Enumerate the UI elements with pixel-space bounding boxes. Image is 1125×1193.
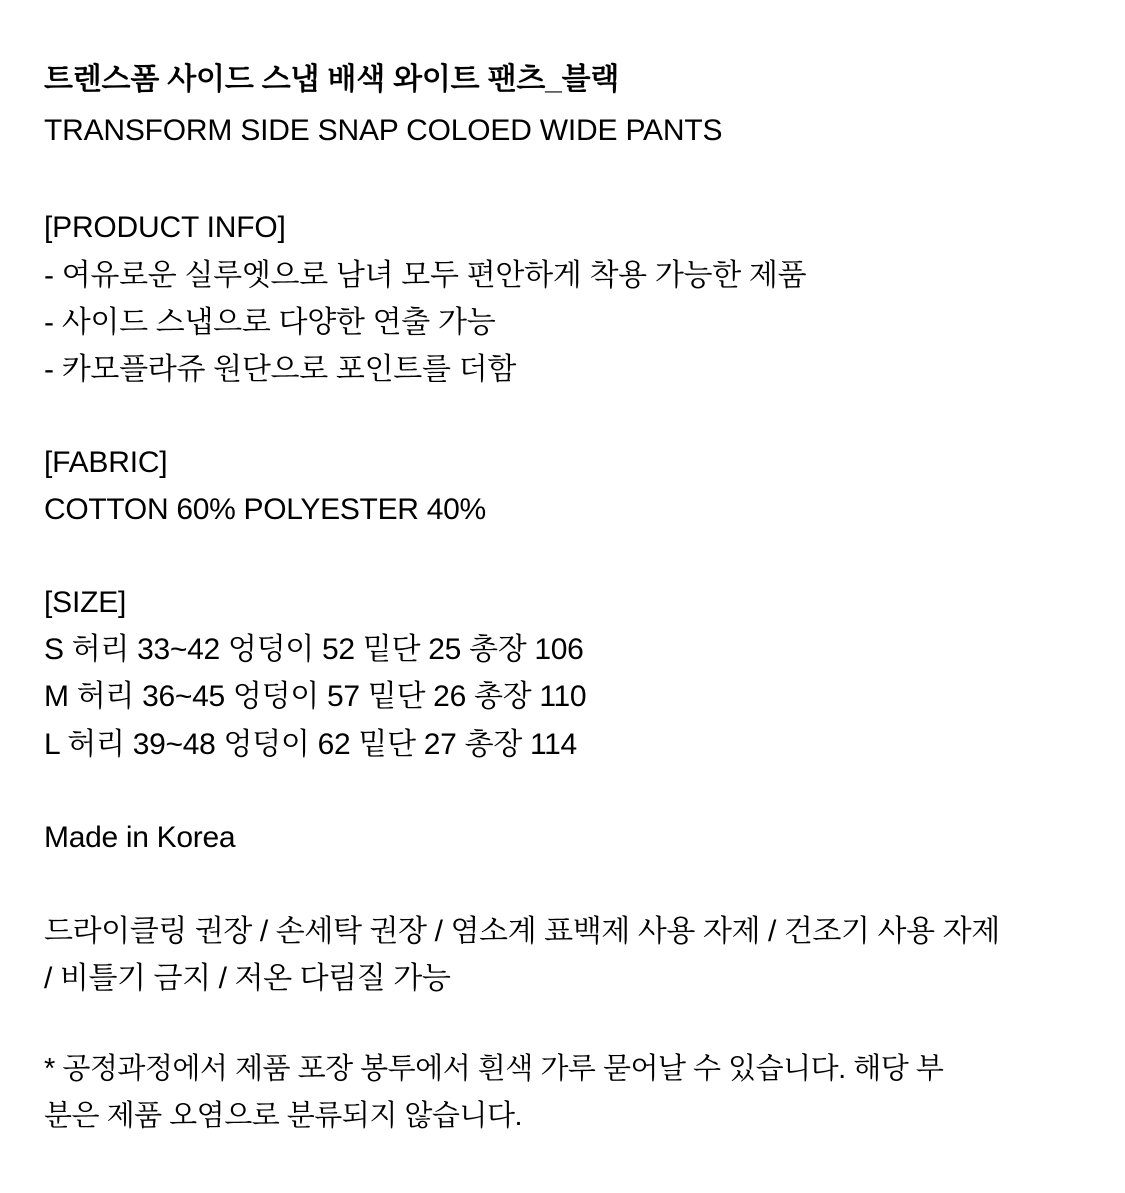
size-heading: [SIZE] — [44, 585, 127, 619]
product-info-section — [44, 205, 1081, 394]
product-info-heading: [PRODUCT INFO] — [44, 211, 286, 244]
fabric-section — [44, 440, 1081, 534]
care-instructions-section — [44, 908, 1081, 1003]
spacer — [44, 534, 1081, 580]
size-row: M 허리 36~45 엉덩이 57 밑단 26 총장 110 — [44, 680, 587, 714]
notice-line: 분은 제품 오염으로 분류되지 않습니다. — [44, 1099, 523, 1132]
product-title-english: TRANSFORM SIDE SNAP COLOED WIDE PANTS — [44, 113, 723, 147]
spacer — [44, 151, 1081, 205]
notice-line: * 공정과정에서 제품 포장 봉투에서 흰색 가루 묻어날 수 있습니다. 해당 부 — [44, 1053, 944, 1086]
fabric-composition: COTTON 60% POLYESTER 40% — [44, 493, 486, 527]
size-section — [44, 580, 1081, 769]
spacer — [44, 768, 1081, 814]
care-instructions-line: / 비틀기 금지 / 저온 다림질 가능 — [44, 962, 451, 996]
origin-text: Made in Korea — [44, 821, 236, 855]
fabric-heading: [FABRIC] — [44, 445, 168, 479]
product-title-korean: 트렌스폼 사이드 스냅 배색 와이트 팬츠_블랙 — [44, 63, 620, 96]
origin-section — [44, 814, 1081, 861]
notice-section — [44, 1046, 1081, 1139]
size-row: S 허리 33~42 엉덩이 52 밑단 25 총장 106 — [44, 633, 584, 667]
product-info-item: - 카모플라쥬 원단으로 포인트를 더함 — [44, 353, 517, 387]
size-row: L 허리 39~48 엉덩이 62 밑단 27 총장 114 — [44, 727, 577, 761]
spacer — [44, 862, 1081, 908]
product-info-item: - 여유로운 실루엣으로 남녀 모두 편안하게 착용 가능한 제품 — [44, 258, 807, 292]
spacer — [44, 1002, 1081, 1046]
product-info-item: - 사이드 스냅으로 다양한 연출 가능 — [44, 305, 496, 339]
care-instructions-line: 드라이클링 권장 / 손세탁 권장 / 염소계 표백제 사용 자제 / 건조기 사용 자제 — [44, 914, 1000, 948]
spacer — [44, 394, 1081, 440]
